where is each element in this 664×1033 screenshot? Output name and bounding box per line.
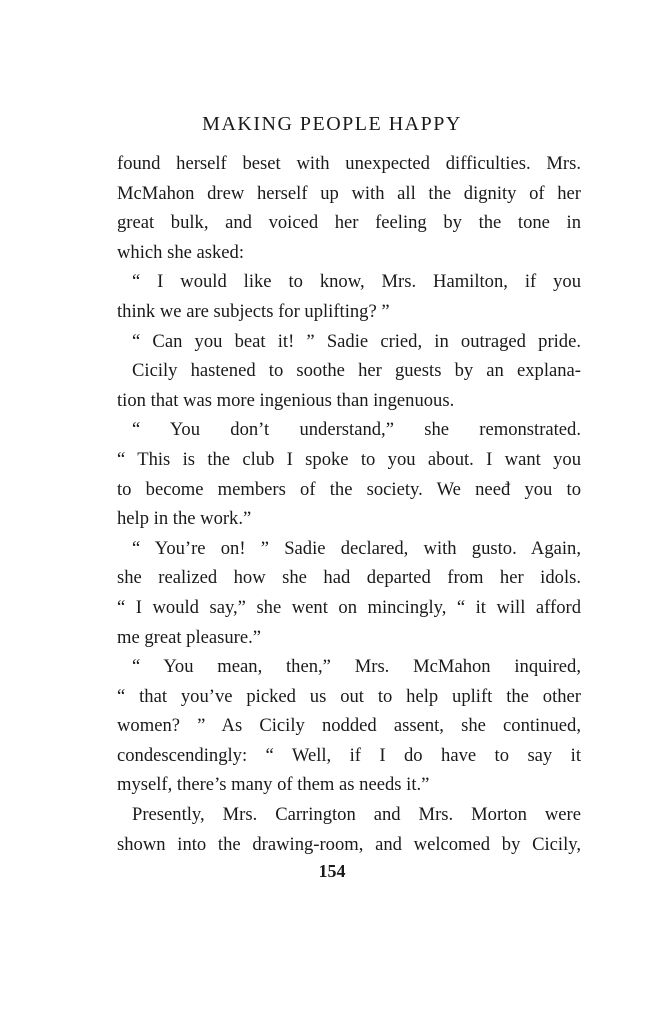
text-line: great bulk, and voiced her feeling by the tone in xyxy=(117,212,581,234)
text-line: Cicily hastened to soothe her guests by an explana- xyxy=(132,360,581,382)
page-number: 154 xyxy=(318,861,346,881)
text-line: me great pleasure.” xyxy=(117,626,262,648)
text-line: “ This is the club I spoke to you about. I want you xyxy=(117,448,581,470)
body-text xyxy=(117,149,581,859)
text-line: think we are subjects for uplifting? ” xyxy=(117,300,390,322)
text-line: condescendingly: “ Well, if I do have to say it xyxy=(117,744,581,766)
text-line: myself, there’s many of them as needs it.” xyxy=(117,774,430,796)
text-line: to become members of the society. We neeđ you to xyxy=(117,478,581,500)
text-line: “ I would like to know, Mrs. Hamilton, if you xyxy=(132,271,581,293)
text-line: “ You don’t understand,” she remonstrated. xyxy=(132,419,581,441)
text-line: women? ” As Cicily nodded assent, she continued, xyxy=(117,715,581,737)
text-line: “ You mean, then,” Mrs. McMahon inquired, xyxy=(132,656,581,678)
text-line: “ You’re on! ” Sadie declared, with gusto. Again, xyxy=(132,537,581,559)
text-line: McMahon drew herself up with all the dignity of her xyxy=(117,182,581,204)
text-line: which she asked: xyxy=(117,241,245,263)
text-line: found herself beset with unexpected difficulties. Mrs. xyxy=(117,153,581,174)
text-line: she realized how she had departed from her idols. xyxy=(117,567,581,589)
running-head: MAKING PEOPLE HAPPY xyxy=(202,113,462,135)
text-line: “ Can you beat it! ” Sadie cried, in outraged pride. xyxy=(132,330,581,352)
text-line: Presently, Mrs. Carrington and Mrs. Morton were xyxy=(132,804,581,826)
text-line: “ that you’ve picked us out to help uplift the other xyxy=(117,685,581,707)
text-line: “ I would say,” she went on mincingly, “ it will afford xyxy=(117,596,581,618)
text-line: tion that was more ingenious than ingenuous. xyxy=(117,389,455,411)
text-line: shown into the drawing-room, and welcomed by Cicily, xyxy=(117,833,581,855)
text-line: help in the work.” xyxy=(117,508,252,530)
